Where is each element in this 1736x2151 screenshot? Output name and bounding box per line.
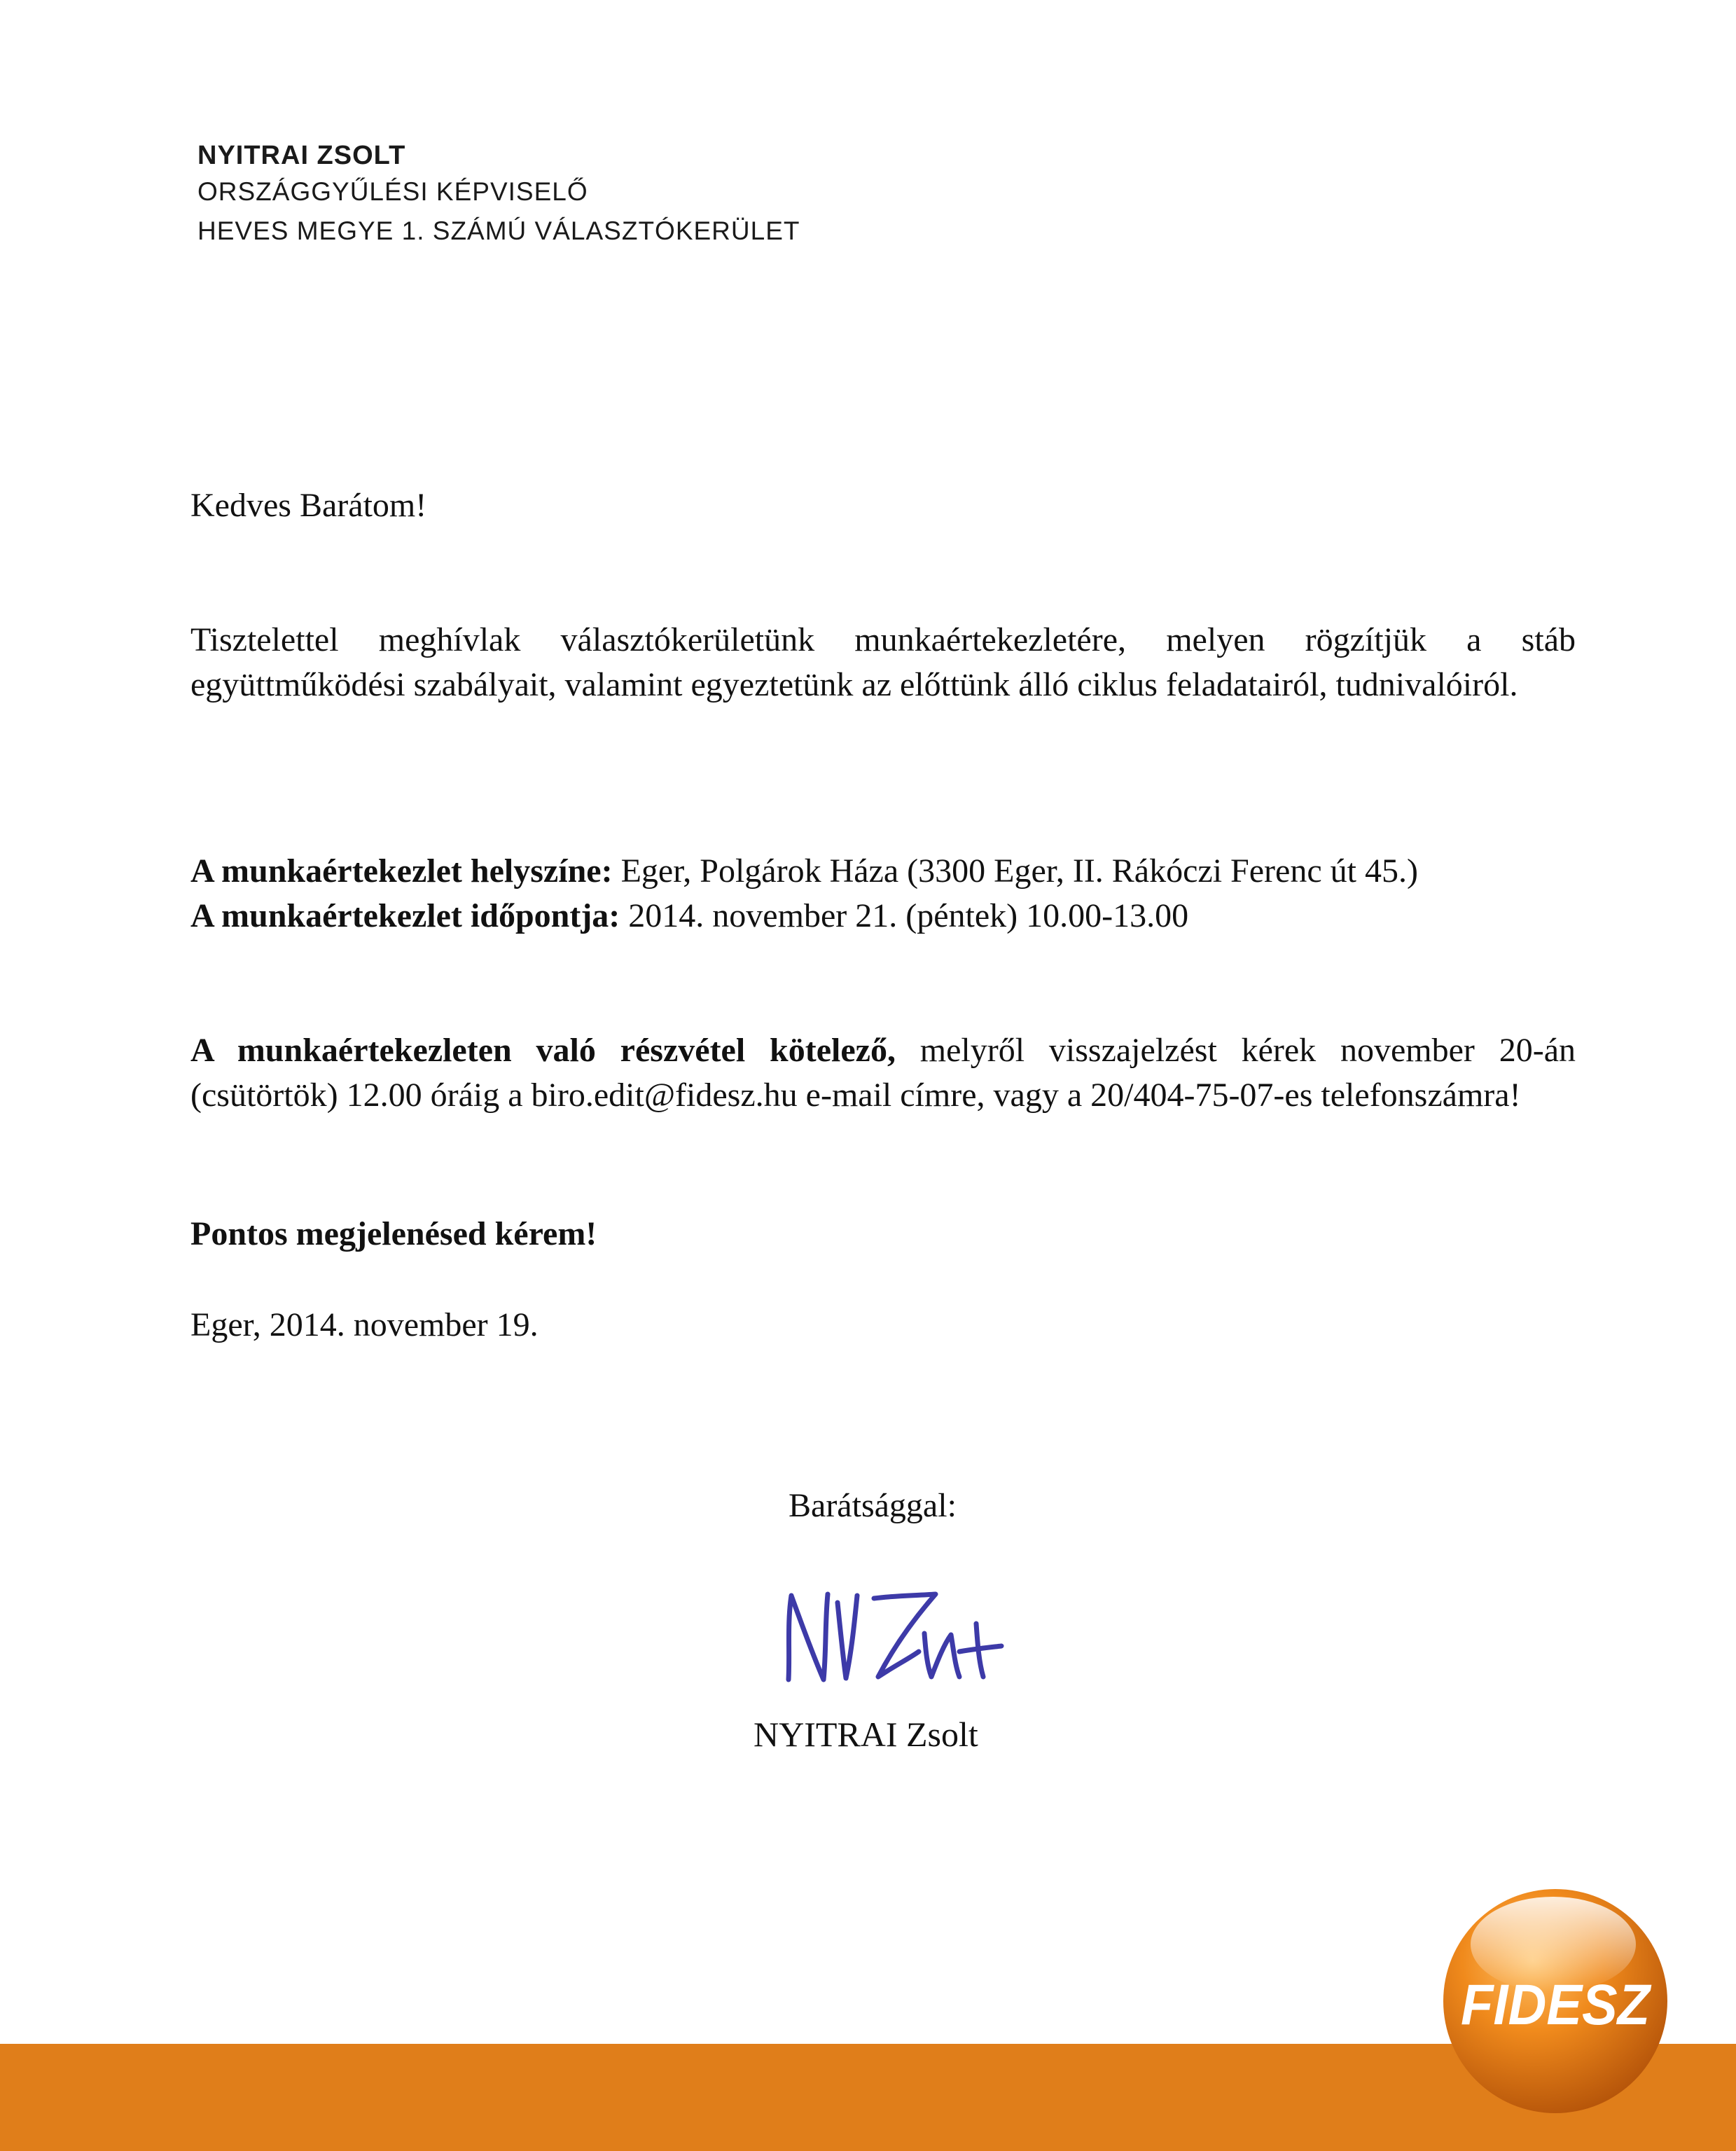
invitation-paragraph: Tisztelettel meghívlak választókerületünk munkaértekezletére, melyen rögzítjük a stáb együttműködési szabályait, valamint egyeztetünk az előttünk álló ciklus feladatairól, tudnivalóiról. (190, 621, 1576, 703)
time-label: A munkaértekezlet időpontja: (190, 897, 620, 934)
time-value: 2014. november 21. (péntek) 10.00-13.00 (620, 897, 1189, 934)
fidesz-logo (1441, 1887, 1669, 2115)
letterhead-name: NYITRAI ZSOLT (197, 141, 406, 170)
location-line (190, 849, 1576, 894)
closing-line: Pontos megjelenésed kérem! (190, 1215, 597, 1252)
location-value: Eger, Polgárok Háza (3300 Eger, II. Rákóczi Ferenc út 45.) (612, 852, 1418, 890)
letterhead-title: ORSZÁGGYŰLÉSI KÉPVISELŐ (197, 177, 588, 206)
logo-text: FIDESZ (1461, 1973, 1652, 2037)
time-line (190, 894, 1576, 939)
handwritten-signature (776, 1575, 1014, 1701)
greeting: Kedves Barátom! (190, 487, 427, 524)
signer-name: NYITRAI Zsolt (754, 1715, 978, 1754)
attendance-mandatory: A munkaértekezleten való részvétel kötelező, (190, 1032, 896, 1069)
dateline: Eger, 2014. november 19. (190, 1306, 539, 1343)
letterhead-district: HEVES MEGYE 1. SZÁMÚ VÁLASZTÓKERÜLET (197, 216, 800, 245)
location-label: A munkaértekezlet helyszíne: (190, 852, 613, 890)
meeting-details (190, 849, 1576, 939)
letterhead (197, 139, 800, 251)
attendance-paragraph (190, 1028, 1576, 1118)
attendance-details: melyről visszajelzést kérek november 20-án (csütörtök) 12.00 óráig a biro.edit@fidesz.hu e-mail címre, vagy a 20/404-75-07-es telefonszámra! (190, 1032, 1576, 1114)
regards: Barátsággal: (789, 1487, 957, 1524)
